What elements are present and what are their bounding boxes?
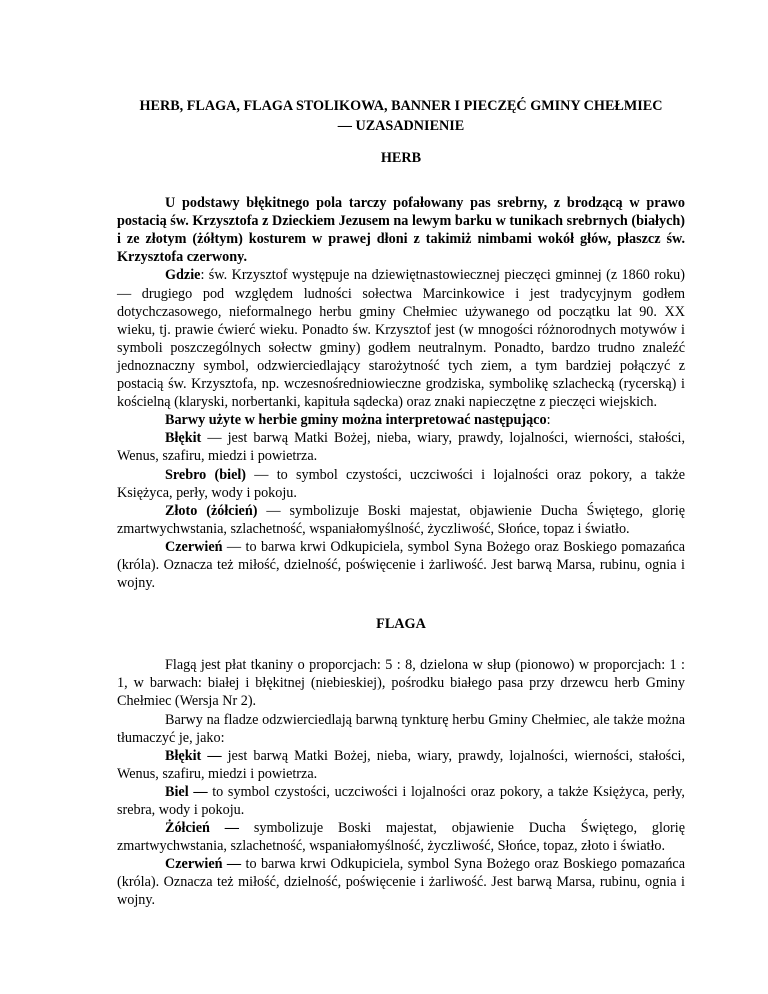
- barwy-colon: :: [546, 412, 551, 429]
- flaga-biel-label: Biel —: [165, 783, 208, 800]
- flaga-zolcien-text: symbolizuje Boski majestat, objawienie Ducha Świętego, glorię zmartwychwstania, szlachetność, wspaniałomyślność, życzliwość, Słońce, topaz, złoto i światło.: [117, 820, 685, 855]
- barwy-label: Barwy użyte w herbie gminy można interpretować następująco: [165, 412, 547, 429]
- title-line-2: — UZASADNIENIE: [337, 118, 465, 134]
- herb-srebro-paragraph: [117, 466, 685, 502]
- flaga-barwy-paragraph: Barwy na fladze odzwierciedlają barwną tynkturę herbu Gminy Chełmiec, ale także można tłumaczyć je, jako:: [117, 711, 685, 746]
- herb-zloto-paragraph: [117, 502, 685, 538]
- flaga-czerwien-text: to barwa krwi Odkupiciela, symbol Syna Bożego oraz Boskiego pomazańca (króla). Oznacza też miłość, dzielność, poświęcenie i żarliwość. Jest barwą Marsa, rubinu, ognia i wojny.: [117, 856, 686, 909]
- gdzie-text: : św. Krzysztof występuje na dziewiętnastowiecznej pieczęci gminnej (z 1860 roku) — drugiego pod względem ludności sołectwa Marcinkowice i jest tradycyjnym godłem dotychczasowego, nieformalnego herbu gminy Chełmiec używanego od początku lat 90. XX wieku, tj. prawie ćwierć wieku. Ponadto św. Krzysztof jest (w mnogości różnorodnych motywów i symboli poszczególnych sołectw gminy) godłem neutralnym. Ponadto, bardzo trudno znaleźć jednoznaczny symbol, odzwierciedlający starożytność tych ziem, a tym bardziej połączyć z postacią św. Krzysztofa, np. wczesnośredniowieczne grodziska, symbolikę szlachecką (rycerską) i kościelną (klaryski, norbertanki, kapituła sądecka) oraz znaki napieczętne z pieczęci wiejskich.: [117, 267, 685, 411]
- flaga-biel-paragraph: [117, 783, 685, 819]
- flaga-blekit-paragraph: [117, 747, 685, 783]
- flaga-zolcien-paragraph: [117, 819, 685, 855]
- title-line-1: HERB, FLAGA, FLAGA STOLIKOWA, BANNER I PIECZĘĆ GMINY CHEŁMIEC: [139, 98, 663, 114]
- section-heading-flaga: FLAGA: [376, 616, 426, 633]
- srebro-text: — to symbol czystości, uczciwości i lojalności oraz pokory, a także Księżyca, perły, wody i pokoju.: [117, 466, 685, 501]
- herb-blekit-paragraph: [117, 429, 685, 465]
- flaga-intro-paragraph: Flagą jest płat tkaniny o proporcjach: 5 : 8, dzielona w słup (pionowo) w proporcjach: 1 : 1, w barwach: białej i błękitnej (niebieskiej), pośrodku białego pasa przy drzewcu herb Gminy Chełmiec (Wersja Nr 2).: [117, 657, 685, 710]
- document-title: [117, 96, 685, 136]
- herb-gdzie-paragraph: [117, 266, 685, 411]
- flaga-czerwien-label: Czerwień —: [165, 856, 242, 873]
- herb-czerwien-paragraph: [117, 538, 685, 592]
- flaga-biel-text: to symbol czystości, uczciwości i lojalności oraz pokory, a także Księżyca, perły, srebra, wody i pokoju.: [117, 783, 685, 818]
- gdzie-label: Gdzie: [165, 267, 201, 284]
- srebro-label: Srebro (biel): [165, 466, 247, 483]
- flaga-blekit-label: Błękit —: [165, 747, 222, 764]
- blekit-label: Błękit: [165, 430, 202, 447]
- zloto-text: — symbolizuje Boski majestat, objawienie Ducha Świętego, glorię zmartwychwstania, szlachetność, wspaniałomyślność, życzliwość, Słońce, topaz i światło.: [117, 502, 685, 537]
- zloto-label: Złoto (żółcień): [165, 502, 258, 519]
- flaga-zolcien-label: Żółcień —: [165, 820, 239, 837]
- czerwien-text: — to barwa krwi Odkupiciela, symbol Syna Bożego oraz Boskiego pomazańca (króla). Oznacza też miłość, dzielność, poświęcenie i żarliwość. Jest barwą Marsa, rubinu, ognia i wojny.: [117, 538, 685, 592]
- blekit-text: — jest barwą Matki Bożej, nieba, wiary, prawdy, lojalności, wierności, stałości, Wenus, szafiru, miedzi i powietrza.: [117, 430, 685, 465]
- herb-blazon-paragraph: U podstawy błękitnego pola tarczy pofałowany pas srebrny, z brodzącą w prawo postacią św. Krzysztofa z Dzieckiem Jezusem na lewym barku w tunikach srebrnych (białych) i ze złotym (żółtym) kosturem w prawej dłoni z takimiż nimbami wokół głów, płaszcz św. Krzysztofa czerwony.: [117, 195, 685, 266]
- czerwien-label: Czerwień: [165, 538, 223, 555]
- document-page: [117, 96, 685, 910]
- herb-barwy-paragraph: [117, 411, 685, 429]
- section-heading-herb: HERB: [380, 150, 422, 166]
- flaga-czerwien-paragraph: [117, 855, 685, 909]
- flaga-blekit-text: jest barwą Matki Bożej, nieba, wiary, prawdy, lojalności, wierności, stałości, Wenus, szafiru, miedzi i powietrza.: [117, 747, 685, 782]
